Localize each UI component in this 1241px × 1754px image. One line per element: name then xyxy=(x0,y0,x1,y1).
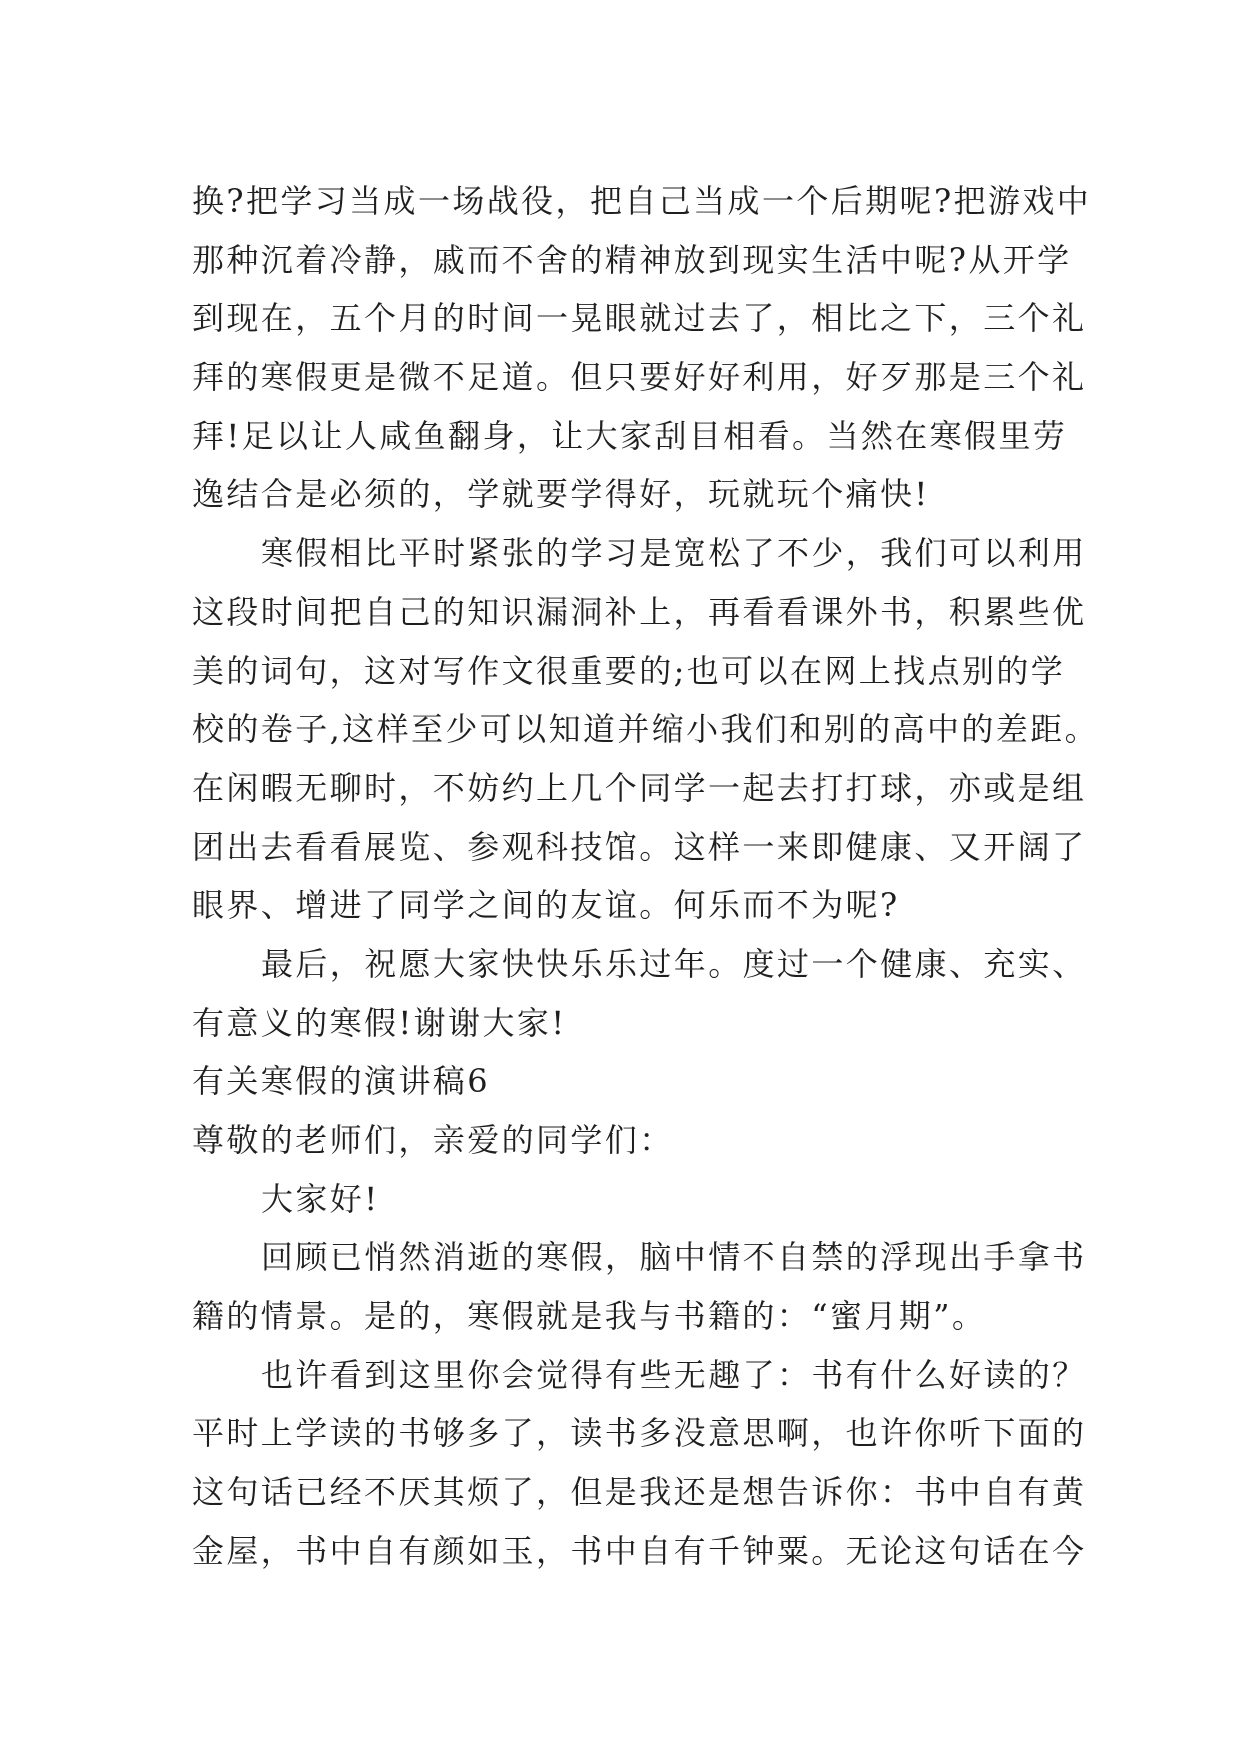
text-line: 平时上学读的书够多了，读书多没意思啊，也许你听下面的 xyxy=(192,1414,1087,1453)
text-line: 拜!足以让人咸鱼翻身，让大家刮目相看。当然在寒假里劳 xyxy=(192,416,1068,455)
speech-title: 有关寒假的演讲稿6 xyxy=(192,1062,490,1101)
paragraph xyxy=(192,935,1152,1052)
text-line: 到现在，五个月的时间一晃眼就过去了，相比之下，三个礼 xyxy=(192,299,1087,338)
document-body xyxy=(192,172,1152,1581)
text-line: 回顾已悄然消逝的寒假，脑中情不自禁的浮现出手拿书 xyxy=(261,1238,1087,1277)
text-line: 校的卷子,这样至少可以知道并缩小我们和别的高中的差距。 xyxy=(192,710,1099,749)
text-line: 逸结合是必须的，学就要学得好，玩就玩个痛快! xyxy=(192,475,930,514)
text-line: 美的词句，这对写作文很重要的;也可以在网上找点别的学 xyxy=(192,651,1066,690)
text-line: 在闲暇无聊时，不妨约上几个同学一起去打打球，亦或是组 xyxy=(192,768,1087,807)
paragraph xyxy=(192,524,1152,935)
paragraph xyxy=(192,1228,1152,1345)
text-line: 这句话已经不厌其烦了，但是我还是想告诉你：书中自有黄 xyxy=(192,1473,1087,1512)
text-line: 有意义的寒假!谢谢大家! xyxy=(192,1003,567,1042)
text-line: 最后，祝愿大家快快乐乐过年。度过一个健康、充实、 xyxy=(261,944,1087,983)
text-line: 这段时间把自己的知识漏洞补上，再看看课外书，积累些优 xyxy=(192,592,1087,631)
text-line: 团出去看看展览、参观科技馆。这样一来即健康、又开阔了 xyxy=(192,827,1087,866)
paragraph xyxy=(192,172,1152,524)
text-line: 大家好! xyxy=(261,1179,380,1218)
text-line: 籍的情景。是的，寒假就是我与书籍的：“蜜月期”。 xyxy=(192,1297,987,1336)
text-line: 那种沉着冷静，戚而不舍的精神放到现实生活中呢?从开学 xyxy=(192,240,1072,279)
text-line: 金屋，书中自有颜如玉，书中自有千钟粟。无论这句话在今 xyxy=(192,1531,1087,1570)
paragraph xyxy=(192,1346,1152,1581)
text-line: 也许看到这里你会觉得有些无趣了：书有什么好读的？ xyxy=(261,1355,1087,1394)
text-line: 换?把学习当成一场战役，把自己当成一个后期呢?把游戏中 xyxy=(192,182,1092,220)
text-line: 拜的寒假更是微不足道。但只要好好利用，好歹那是三个礼 xyxy=(192,358,1087,397)
paragraph xyxy=(192,1170,1152,1229)
salutation: 尊敬的老师们，亲爱的同学们： xyxy=(192,1121,674,1159)
text-line: 眼界、增进了同学之间的友谊。何乐而不为呢? xyxy=(192,886,900,925)
text-line: 寒假相比平时紧张的学习是宽松了不少，我们可以利用 xyxy=(261,534,1087,573)
